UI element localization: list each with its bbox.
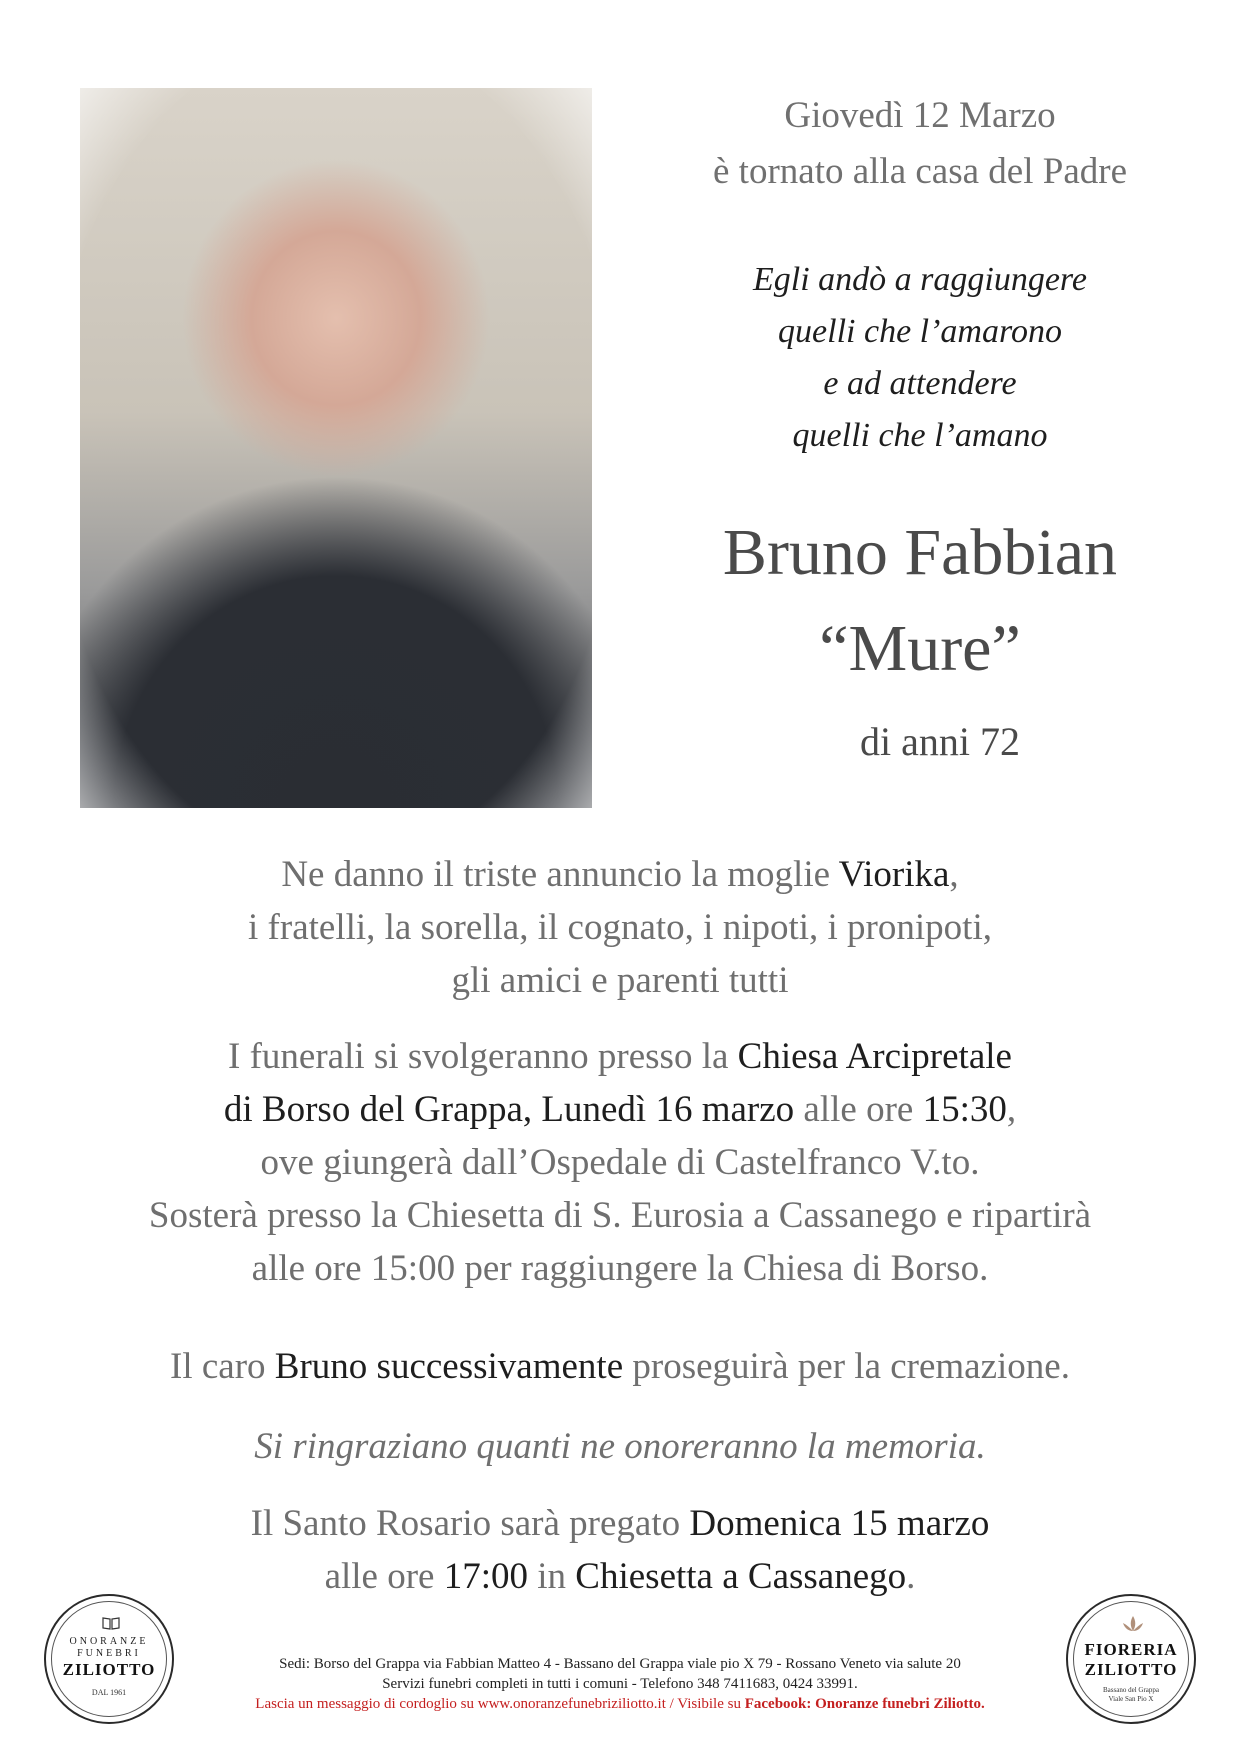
cremation-line xyxy=(0,1340,1240,1393)
logo-since: DAL 1961 xyxy=(91,1688,127,1697)
footer xyxy=(180,1654,1060,1714)
rosary-time: 17:00 xyxy=(443,1556,529,1597)
rosary-date: Domenica 15 marzo xyxy=(689,1503,990,1544)
funeral-line: alle ore 15:00 per raggiungere la Chiesa di Borso. xyxy=(251,1248,989,1289)
thanks-line: Si ringraziano quanti ne onoreranno la memoria. xyxy=(254,1426,986,1467)
deceased-age-block xyxy=(660,712,1220,772)
verse-line: Egli andò a raggiungere xyxy=(753,261,1087,298)
logo-text: FUNEBRI xyxy=(77,1648,141,1659)
returned-line: è tornato alla casa del Padre xyxy=(713,151,1127,192)
church-name: Chiesa Arcipretale xyxy=(737,1036,1012,1077)
verse-line: quelli che l’amano xyxy=(792,417,1048,454)
thanks-note xyxy=(0,1420,1240,1473)
logo-text: ONORANZE xyxy=(69,1636,149,1647)
logo-brand: ZILIOTTO xyxy=(62,1660,156,1679)
rosary-line xyxy=(0,1550,1240,1603)
deceased-nickname: “Mure” xyxy=(819,612,1021,685)
cremation-note xyxy=(0,1340,1240,1393)
logo-address xyxy=(1068,1686,1194,1704)
logo-address-line: Bassano del Grappa xyxy=(1103,1686,1159,1694)
footer-services: Servizi funebri completi in tutti i comuni - Telefono 348 7411683, 0424 33991. xyxy=(382,1676,858,1692)
punctuation: . xyxy=(906,1556,916,1597)
funeral-home-logo xyxy=(44,1594,174,1724)
portrait-photo xyxy=(80,88,592,808)
death-date-block xyxy=(640,88,1200,200)
rosary-line xyxy=(0,1497,1240,1550)
punctuation: , xyxy=(949,854,959,895)
logo-brand: ZILIOTTO xyxy=(1084,1660,1178,1679)
rosary-details xyxy=(0,1497,1240,1603)
funeral-time: 15:30 xyxy=(922,1089,1007,1130)
rosary-text: Il Santo Rosario sarà pregato xyxy=(250,1503,690,1544)
punctuation: , xyxy=(1006,1089,1017,1130)
announcement-line: i fratelli, la sorella, il cognato, i nipoti, i pronipoti, xyxy=(248,907,992,948)
death-date: Giovedì 12 Marzo xyxy=(784,95,1056,136)
funeral-text: I funerali si svolgeranno presso la xyxy=(228,1036,738,1077)
cremation-text: Il caro xyxy=(170,1346,275,1387)
verse-block xyxy=(640,254,1200,462)
announcement-line xyxy=(0,848,1240,901)
deceased-name: Bruno Fabbian xyxy=(722,516,1118,589)
rosary-place: Chiesetta a Cassanego xyxy=(575,1556,907,1597)
funeral-details xyxy=(0,1030,1240,1295)
deceased-age: di anni 72 xyxy=(860,719,1020,764)
deceased-name-block xyxy=(640,505,1200,697)
cremation-text: proseguirà per la cremazione. xyxy=(623,1346,1070,1387)
funeral-line xyxy=(0,1083,1240,1136)
funeral-line: Sosterà presso la Chiesetta di S. Eurosia a Cassanego e ripartirà xyxy=(148,1195,1092,1236)
funeral-line: ove giungerà dall’Ospedale di Castelfranco V.to. xyxy=(260,1142,980,1183)
wife-name: Viorika xyxy=(838,854,950,895)
announcement xyxy=(0,848,1240,1007)
lotus-icon xyxy=(1121,1614,1145,1634)
verse-line: e ad attendere xyxy=(823,365,1017,402)
funeral-text: alle ore xyxy=(794,1089,923,1130)
verse-line: quelli che l’amarono xyxy=(778,313,1062,350)
funeral-date: di Borso del Grappa, Lunedì 16 marzo xyxy=(223,1089,795,1130)
flower-shop-logo xyxy=(1066,1594,1196,1724)
book-icon xyxy=(102,1616,120,1630)
footer-locations: Sedi: Borso del Grappa via Fabbian Matteo 4 - Bassano del Grappa viale pio X 79 - Rossano Veneto via salute 20 xyxy=(279,1656,961,1672)
rosary-text: in xyxy=(528,1556,576,1597)
funeral-line xyxy=(0,1030,1240,1083)
logo-address-line: Viale San Pio X xyxy=(1108,1695,1154,1703)
cremation-highlight: Bruno successivamente xyxy=(274,1346,624,1387)
footer-message: Lascia un messaggio di cordoglio su www.onoranzefunebriziliotto.it / Visibile su xyxy=(255,1696,745,1712)
announcement-text: Ne danno il triste annuncio la moglie xyxy=(281,854,839,895)
announcement-line: gli amici e parenti tutti xyxy=(451,960,789,1001)
footer-message-line xyxy=(180,1694,1060,1714)
rosary-text: alle ore xyxy=(324,1556,444,1597)
facebook-link[interactable]: Facebook: Onoranze funebri Ziliotto. xyxy=(744,1696,985,1712)
logo-text: FIORERIA xyxy=(1084,1640,1178,1659)
